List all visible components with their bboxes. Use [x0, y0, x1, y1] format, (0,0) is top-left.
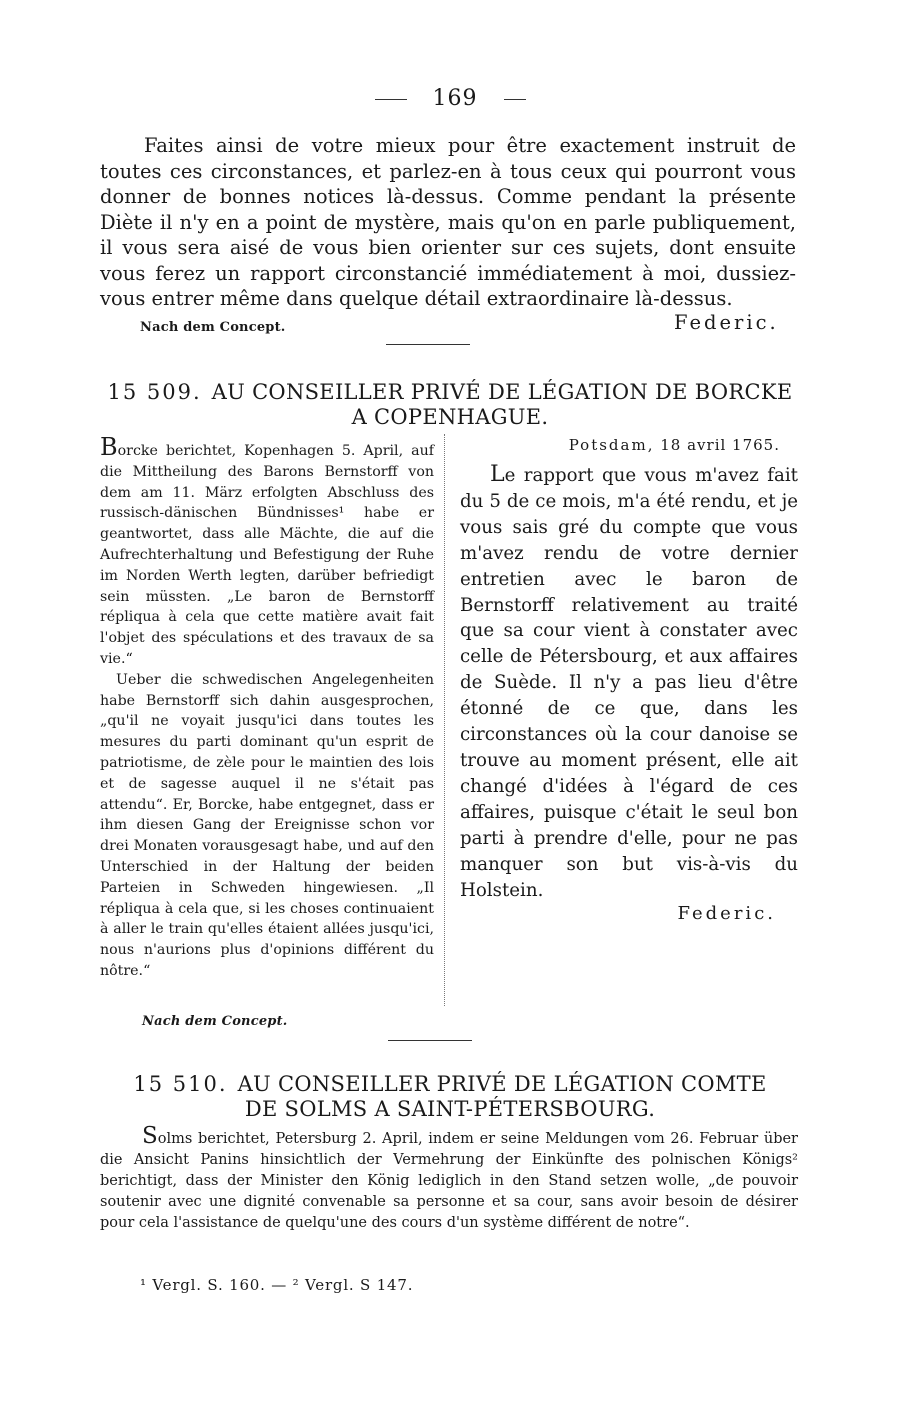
section-15509-summary — [100, 433, 434, 982]
footnotes: ¹ Vergl. S. 160. — ² Vergl. S 147. — [140, 1276, 414, 1294]
dateline-place: Potsdam, — [568, 436, 655, 454]
section-15510-title-line1: AU CONSEILLER PRIVÉ DE LÉGATION COMTE — [237, 1072, 767, 1096]
dropcap: B — [100, 433, 118, 461]
section-divider-1 — [386, 344, 470, 345]
section-15510-summary-paragraph — [100, 1123, 798, 1234]
section-15509-title-line1: AU CONSEILLER PRIVÉ DE LÉGATION DE BORCKE — [211, 380, 793, 404]
source-note-top: Nach dem Concept. — [140, 320, 286, 335]
dateline — [460, 436, 780, 454]
summary-paragraph-1-text: orcke berichtet, Kopenhagen 5. April, auf die Mittheilung des Barons Bernstorff von dem am 11. März erfolgten Abschluss des russisch-dänischen Bündnisses¹ habe er geantwortet, dass alle Mächte, die auf die Aufrechterhaltung und Befestigung der Ruhe im Norden Werth legten, darüber befriedigt sein müssten. „Le baron de Bernstorff répliqua à cela que cette matière avait fait l'objet des spéculations et des travaux de sa vie.“ — [100, 443, 434, 667]
section-15509-title — [100, 380, 800, 430]
section-15510-number: 15 510. — [133, 1072, 228, 1096]
summary-paragraph-2: Ueber die schwedischen Angelegenheiten habe Bernstorff sich dahin ausgesprochen, „qu'il ne voyait jusqu'ici dans toutes les mesures du parti dominant qu'un esprit de patriotisme, de zèle pour le maintien des lois et de sagesse auquel il ne s'était pas attendu“. Er, Borcke, habe entgegnet, dass er ihm diesen Gang der Ereignisse schon vor drei Monaten vorausgesagt habe, und auf den Unterschied in der Haltung der beiden Parteien in Schweden hingewiesen. „Il répliqua à cela que, si les choses continuaient à aller le train qu'elles étaient allées jusqu'ici, nous n'aurions plus d'opinions différent du nôtre.“ — [100, 671, 434, 979]
section-divider-2 — [388, 1040, 472, 1041]
dropcap: S — [142, 1123, 158, 1149]
dateline-date: 18 avril 1765. — [660, 436, 780, 454]
source-note-15509: Nach dem Concept. — [142, 1014, 288, 1029]
letter-text: e rapport que vous m'avez fait du 5 de ce mois, m'a été rendu, et je vous sais gré du compte que vous m'avez rendu de votre dernier entretien avec le baron de Bernstorff relativement au traité que sa cour vient à constater avec celle de Pétersbourg, et aux affaires de Suède. Il n'y a pas lieu d'être étonné de ce que, dans les circonstances où la cour danoise se trouve au moment présent, elle ait changé d'idées à l'égard de ces affaires, puisque c'était le seul bon parti à prendre d'elle, pour ne pas manquer son but vis-à-vis du Holstein. — [460, 465, 798, 901]
section-15509-letter — [460, 436, 798, 924]
section-15509-number: 15 509. — [107, 380, 202, 404]
section-15510-summary-text: olms berichtet, Petersburg 2. April, indem er seine Meldungen vom 26. Februar über die Ansicht Panins hinsichtlich der Vermehrung der Einkünfte des polnischen Königs² berichtigt, dass der Minister den König lediglich in den Stand setzen wolle, „de pouvoir soutenir avec une dignité convenable sa personne et sa cour, sans avoir besoin de désirer pour cela l'assistance de quelqu'une des cours d'un système différent de notre“. — [100, 1131, 798, 1231]
column-divider — [444, 434, 445, 1006]
letter-initial: L — [490, 462, 505, 487]
header-rule-left — [375, 99, 407, 100]
section-15510-summary — [100, 1123, 798, 1234]
signature-15509: Federic. — [677, 903, 776, 925]
header-rule-right — [504, 99, 526, 100]
section-15509-title-line2: A COPENHAGUE. — [351, 405, 549, 429]
page-header — [0, 86, 900, 111]
signature-top: Federic. — [674, 311, 779, 334]
page-number: 169 — [432, 86, 478, 111]
section-15510-title — [100, 1072, 800, 1122]
top-paragraph-text: Faites ainsi de votre mieux pour être exactement instruit de toutes ces circonstances, et parlez-en à tous ceux qui pourront vous donner de bonnes notices là-dessus. Comme pendant la présente Diète il n'y en a point de mystère, mais qu'on en parle publiquement, il vous sera aisé de vous bien orienter sur ces sujets, dont ensuite vous ferez un rapport circonstancié immédiatement à moi, dussiez-vous entrer même dans quelque détail extraordinaire là-dessus. — [100, 134, 796, 310]
section-15510-title-line2: DE SOLMS A SAINT-PÉTERSBOURG. — [244, 1097, 656, 1121]
letter-body — [460, 462, 798, 903]
summary-paragraph-1 — [100, 433, 434, 670]
top-paragraph — [100, 133, 796, 312]
